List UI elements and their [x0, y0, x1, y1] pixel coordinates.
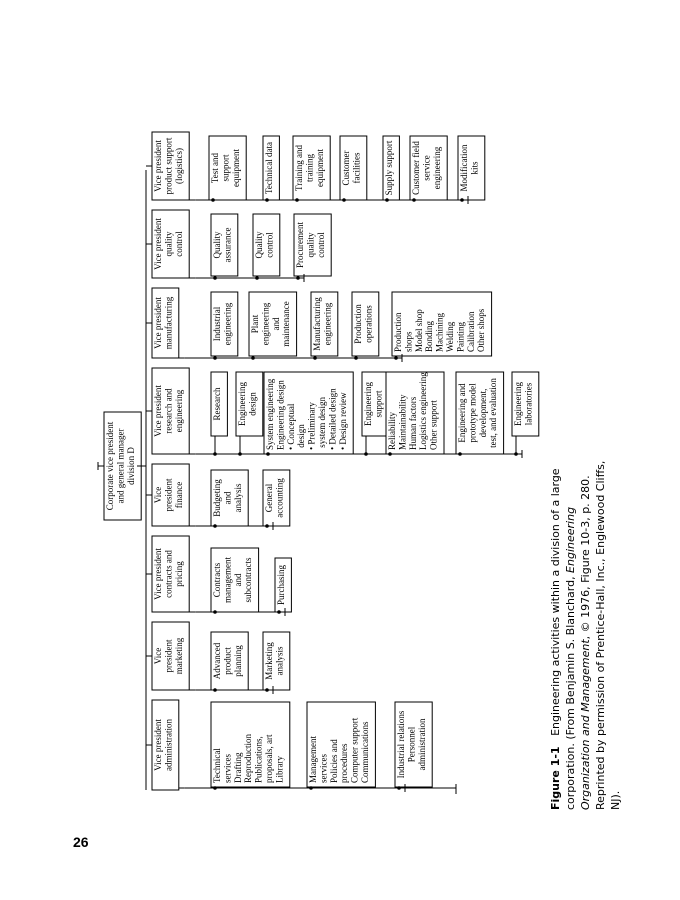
text-line: support: [220, 154, 231, 182]
corporate-vp-box: [104, 412, 141, 520]
text-line: procedures: [339, 743, 350, 783]
junction-dot: [342, 198, 346, 202]
department-box-text: [341, 150, 361, 185]
text-line: analysis: [274, 646, 285, 676]
text-line: Technical data: [264, 141, 274, 195]
department-box: [263, 136, 279, 200]
junction-dot: [213, 688, 217, 692]
department-box: [211, 372, 227, 436]
text-line: Management: [308, 736, 318, 783]
department-box: [392, 292, 492, 356]
text-line: Customer field: [411, 141, 421, 195]
text-line: and general manager: [115, 428, 126, 504]
junction-dot: [412, 198, 416, 202]
text-line: engineering: [431, 146, 442, 190]
vp-box: [152, 464, 189, 526]
junction-dot: [277, 610, 281, 614]
department-box-text: [264, 642, 284, 680]
text-line: Model shop: [413, 309, 424, 352]
text-line: and: [232, 573, 243, 587]
text-line: control: [173, 231, 184, 257]
department-box-text: [212, 228, 232, 263]
text-line: • Conceptual: [285, 403, 296, 450]
text-line: subcontracts: [243, 557, 254, 603]
junction-dot: [388, 452, 392, 456]
text-line: • Preliminary: [306, 402, 317, 450]
text-line: management: [222, 557, 233, 603]
text-line: accounting: [274, 478, 285, 518]
text-line: president: [163, 639, 174, 673]
text-line: Vice president: [153, 385, 163, 437]
department-box: [395, 702, 432, 787]
department-box: [352, 292, 379, 356]
text-line: Industrial: [212, 306, 222, 342]
text-line: Customer: [341, 150, 351, 186]
vp-box: [152, 288, 179, 358]
text-line: support: [373, 390, 384, 418]
junction-dot: [255, 276, 259, 280]
department-box-text: [353, 304, 373, 344]
text-line: proposals, art: [264, 734, 274, 783]
text-line: Corporate vice president: [105, 421, 115, 511]
department-box: [512, 372, 539, 436]
text-line: Training and: [294, 145, 304, 191]
text-line: Communications: [360, 721, 370, 783]
department-box: [209, 136, 246, 200]
text-line: Painting: [455, 321, 466, 352]
department-box: [249, 292, 297, 356]
caption-text-2: , © 1976, Figure 10-3, p. 280. Reprinted by permission of Prentice-Hall, Inc., Englewood Cliffs, NJ).: [579, 460, 622, 810]
text-line: Engineering: [513, 382, 523, 426]
text-line: Quality: [254, 231, 264, 259]
junction-dot: [295, 198, 299, 202]
vp-box: [152, 536, 189, 612]
text-line: product support: [163, 137, 174, 195]
text-line: design: [296, 424, 307, 450]
department-box: [211, 632, 248, 690]
junction-dot: [385, 198, 389, 202]
vp-box-text: [153, 296, 173, 349]
junction-dot: [394, 356, 398, 360]
vp-box-text: [153, 719, 173, 771]
junction-dot: [458, 452, 462, 456]
text-line: Other shops: [476, 308, 487, 352]
text-line: control: [315, 232, 326, 258]
department-box: [410, 136, 447, 200]
text-line: Calibration: [465, 311, 476, 352]
text-line: (logistics): [173, 148, 184, 184]
text-line: Technical: [212, 748, 222, 783]
text-line: Engineering design: [275, 380, 286, 450]
text-line: services: [318, 754, 329, 783]
text-line: quality: [305, 232, 316, 258]
text-line: pricing: [173, 561, 184, 587]
text-line: Marketing: [264, 642, 274, 680]
department-box-text: [212, 642, 243, 679]
text-line: research and: [163, 388, 174, 434]
text-line: Production: [353, 304, 363, 344]
text-line: Modification: [459, 144, 469, 192]
junction-dot: [213, 276, 217, 280]
text-line: laboratories: [523, 382, 534, 426]
text-line: • Detailed design: [327, 388, 338, 450]
department-box: [211, 292, 238, 356]
junction-dot: [514, 452, 518, 456]
text-line: service: [421, 155, 432, 181]
text-line: assurance: [222, 227, 233, 263]
text-line: engineering: [173, 389, 184, 433]
text-line: Human factors: [407, 396, 418, 450]
department-box: [211, 214, 238, 276]
text-line: Vice president: [153, 548, 163, 600]
text-line: maintenance: [281, 301, 292, 347]
department-box: [456, 372, 504, 454]
text-line: Library: [274, 756, 285, 783]
text-line: design: [247, 392, 258, 416]
text-line: Personnel: [406, 726, 417, 763]
caption-book-title: Engineering Organization and Management: [564, 506, 592, 810]
text-line: analysis: [232, 483, 243, 513]
text-line: Welding: [445, 321, 455, 352]
text-line: kits: [469, 161, 480, 175]
text-line: Vice: [153, 486, 163, 504]
text-line: Bonding: [424, 320, 435, 352]
text-line: Policies and: [328, 739, 339, 783]
department-box: [458, 136, 485, 200]
text-line: Purchasing: [276, 565, 286, 605]
text-line: engineering: [260, 302, 271, 346]
vp-box-text: [153, 385, 184, 437]
department-box-text: [264, 478, 284, 518]
page-number: 26: [73, 834, 89, 850]
department-box: [307, 702, 375, 787]
text-line: development,: [477, 388, 488, 438]
text-line: president: [163, 478, 174, 512]
junction-dot: [296, 276, 300, 280]
text-line: equipment: [230, 149, 241, 187]
department-box: [263, 470, 290, 526]
text-line: Quality: [212, 231, 222, 259]
text-line: Publications,: [253, 736, 264, 783]
junction-dot: [265, 198, 269, 202]
department-box: [236, 372, 263, 436]
text-line: engineering: [222, 302, 233, 346]
department-box-text: [264, 142, 274, 194]
text-line: shops: [403, 331, 414, 352]
text-line: Vice president: [153, 218, 163, 270]
text-line: administration: [416, 718, 427, 771]
vp-box: [152, 622, 189, 690]
vp-box: [152, 132, 189, 200]
text-line: equipment: [314, 149, 325, 187]
vp-box: [152, 368, 189, 454]
junction-dot: [460, 198, 464, 202]
department-box: [264, 372, 353, 454]
text-line: system design: [317, 397, 327, 450]
department-box-text: [212, 302, 232, 345]
text-line: administration: [163, 719, 174, 771]
text-line: Procurement: [295, 222, 305, 268]
text-line: Vice president: [153, 297, 163, 349]
vp-box: [152, 210, 189, 278]
text-line: services: [222, 754, 233, 783]
department-box: [263, 632, 290, 690]
text-line: test, and evaluation: [488, 378, 499, 448]
junction-dot: [313, 356, 317, 360]
department-box: [383, 136, 399, 200]
text-line: System engineering: [265, 378, 275, 450]
department-box-text: [254, 231, 274, 258]
text-line: and: [222, 491, 233, 505]
caption-text-1: Engineering activities within a division of a large corporation. (From Benjamin S. Blanchard,: [549, 468, 577, 810]
department-box-text: [312, 297, 332, 351]
department-box: [211, 548, 259, 612]
junction-dot: [213, 356, 217, 360]
text-line: General: [264, 483, 274, 513]
text-line: • Design review: [337, 392, 348, 450]
department-box-text: [276, 565, 286, 605]
text-line: Test and: [210, 152, 220, 184]
text-line: Engineering: [237, 382, 247, 426]
text-line: training: [304, 154, 315, 182]
junction-dot: [251, 356, 255, 360]
junction-dot: [238, 452, 242, 456]
text-line: quality: [163, 231, 174, 257]
department-box: [386, 372, 444, 454]
vp-box: [152, 700, 179, 790]
department-box: [294, 214, 331, 276]
text-line: and: [270, 317, 281, 331]
text-line: facilities: [351, 152, 362, 184]
text-line: control: [264, 232, 275, 258]
junction-dot: [213, 610, 217, 614]
text-line: Contracts: [212, 562, 222, 598]
department-box: [211, 470, 248, 526]
text-line: marketing: [173, 637, 184, 675]
junction-dot: [265, 524, 269, 528]
text-line: Engineering: [363, 382, 373, 426]
text-line: finance: [173, 481, 184, 509]
department-box: [211, 702, 290, 787]
junction-dot: [213, 524, 217, 528]
figure-label: Figure 1-1: [549, 746, 562, 810]
text-line: engineering: [322, 302, 333, 346]
text-line: planning: [232, 645, 243, 677]
department-box: [362, 372, 389, 436]
junction-dot: [354, 356, 358, 360]
text-line: product: [222, 647, 233, 675]
department-box: [253, 214, 280, 276]
text-line: Advanced: [212, 642, 222, 680]
figure-caption: [548, 450, 623, 810]
text-line: Vice: [153, 647, 163, 665]
junction-dot: [265, 688, 269, 692]
text-line: Production: [393, 312, 403, 352]
text-line: Logistics engineering: [418, 372, 429, 450]
text-line: contracts and: [163, 550, 174, 598]
text-line: operations: [363, 305, 374, 343]
junction-dot: [266, 452, 270, 456]
text-line: Research: [212, 387, 222, 421]
text-line: Other support: [428, 400, 439, 450]
department-box: [340, 136, 367, 200]
text-line: Industrial relations: [396, 710, 406, 779]
junction-dot: [211, 198, 215, 202]
text-line: prototype model: [467, 383, 478, 443]
department-box-text: [212, 387, 222, 420]
text-line: division D: [125, 447, 136, 485]
junction-dot: [364, 452, 368, 456]
text-line: Vice president: [153, 140, 163, 192]
text-line: Budgeting: [212, 479, 222, 517]
junction-dot: [213, 452, 217, 456]
text-line: Reliability: [387, 412, 397, 450]
text-line: Computer support: [349, 717, 360, 783]
text-line: Vice president: [153, 719, 163, 771]
text-line: Plant: [250, 314, 260, 334]
text-line: Manufacturing: [312, 297, 322, 351]
text-line: Engineering and: [457, 383, 467, 443]
department-box: [311, 292, 338, 356]
text-line: Drafting: [232, 752, 243, 783]
department-box-text: [513, 382, 533, 426]
department-box: [275, 558, 291, 612]
text-line: Machining: [434, 313, 445, 352]
department-box-text: [384, 140, 394, 195]
text-line: Maintainability: [397, 394, 408, 450]
text-line: Supply support: [384, 140, 394, 196]
department-box: [293, 136, 330, 200]
text-line: Reproduction: [243, 734, 254, 783]
text-line: manufacturing: [163, 296, 174, 350]
